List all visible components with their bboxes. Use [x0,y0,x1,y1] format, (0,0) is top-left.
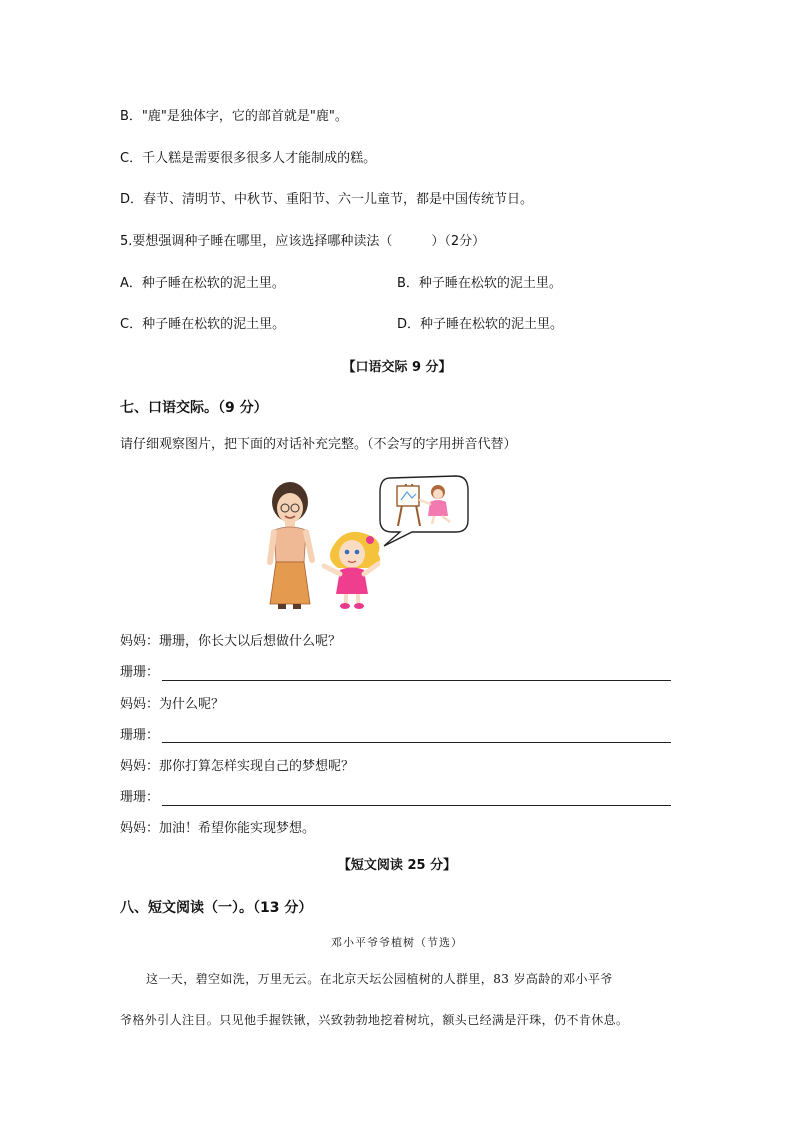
dialog-girl-1: 珊珊： [120,665,160,680]
passage-line-1: 这一天，碧空如洗，万里无云。在北京天坛公园植树的人群里，83 岁高龄的邓小平爷 [146,972,613,986]
answer-blank-1[interactable] [162,680,671,681]
dialog-mother-1: 妈妈：珊珊，你长大以后想做什么呢？ [120,634,342,649]
reading-part-heading: 【短文阅读 25 分】 [337,858,457,873]
answer-blank-3[interactable] [162,805,671,806]
mother-and-girl-illustration [260,470,480,612]
oral-instruction: 请仔细观察图片，把下面的对话补充完整。（不会写的字用拼音代替） [120,437,517,452]
dialog-mother-3: 妈妈：那你打算怎样实现自己的梦想呢？ [120,759,355,774]
dialog-girl-2: 珊珊： [120,728,160,743]
passage-line-2: 爷格外引人注目。只见他手握铁锹，兴致勃勃地挖着树坑，额头已经满是汗珠，仍不肯休息。 [120,1013,629,1027]
option-b-q5: B．种子睡在松软的泥土里。 [397,276,562,291]
oral-part-heading: 【口语交际 9 分】 [342,360,452,375]
reading-section-title: 八、短文阅读（一）。（13 分） [120,900,313,916]
option-a-q5: A．种子睡在松软的泥土里。 [120,276,285,291]
option-b-q4: B．"鹿"是独体字，它的部首就是"鹿"。 [120,109,348,124]
answer-blank-2[interactable] [162,742,671,743]
passage-title: 邓小平爷爷植树（节选） [331,936,463,949]
option-d-q4: D．春节、清明节、中秋节、重阳节、六一儿童节，都是中国传统节日。 [120,192,534,207]
girl-figure-icon [324,532,380,609]
option-d-q5: D．种子睡在松软的泥土里。 [397,317,564,332]
oral-section-title: 七、口语交际。（9 分） [120,400,268,416]
dialog-girl-3: 珊珊： [120,790,160,805]
option-c-q4: C．千人糕是需要很多很多人才能制成的糕。 [120,151,377,166]
question-5-stem: 5.要想强调种子睡在哪里，应该选择哪种读法（ ）（2分） [120,234,486,249]
mother-figure-icon [270,482,312,609]
dialog-mother-4: 妈妈：加油！希望你能实现梦想。 [120,821,316,836]
option-c-q5: C．种子睡在松软的泥土里。 [120,317,286,332]
dialog-mother-2: 妈妈：为什么呢？ [120,697,225,712]
painting-dream-bubble-icon [380,476,468,546]
